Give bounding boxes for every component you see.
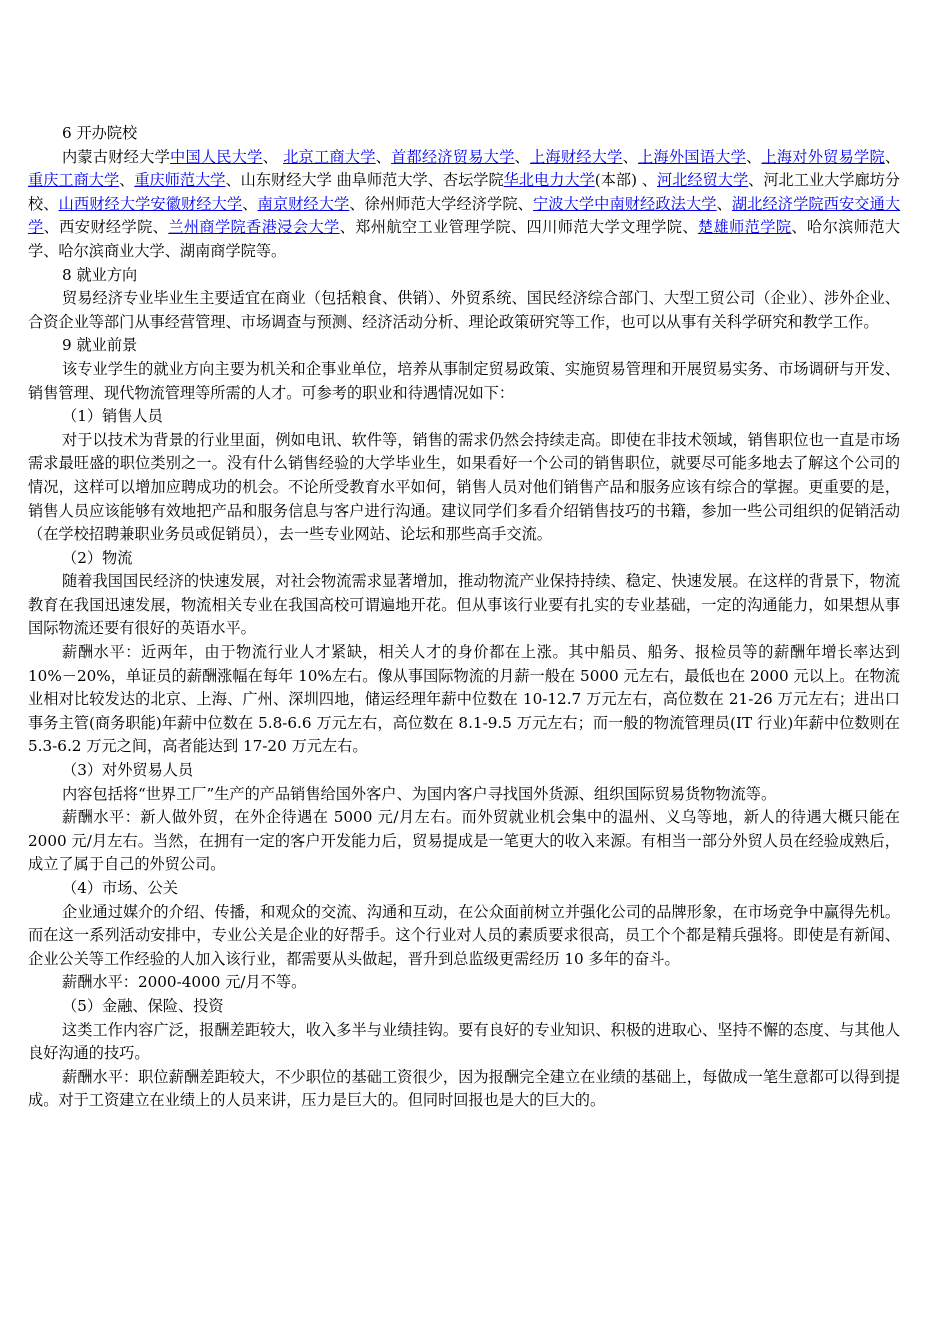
school-list-text: 、哈尔滨师范大学、哈尔滨商业大学、湖南商学院等。 (28, 218, 901, 260)
school-link[interactable]: 湖北经济学院西安交通大学 (28, 194, 901, 237)
item-3-paragraph-1: 内容包括将“世界工厂”生产的产品销售给国外客户、为国内客户寻找国外货源、组织国际贸易货物物流等。 (62, 784, 777, 803)
school-link[interactable]: 上海财经大学 (529, 147, 623, 166)
school-link[interactable]: 北京工商大学 (283, 147, 376, 166)
school-list-text: 、西安财经学院、 (43, 218, 169, 237)
item-4-paragraph-1: 企业通过媒介的介绍、传播，和观众的交流、沟通和互动，在公众面前树立并强化公司的品牌形象，在市场竞争中赢得先机。而在这一系列活动安排中，专业公关是企业的好帮手。这个行业对人员的素质要求很高，员工个个都是精兵强将。即使是有新闻、企业公关等工作经验的人加入该行业，都需要从头做起，晋升到总监级更需经历 10 多年的奋斗。 (28, 902, 900, 968)
school-list-text: 、 (622, 147, 638, 166)
school-link[interactable]: 山西财经大学安徽财经大学 (58, 194, 243, 213)
item-5-salary-paragraph: 薪酬水平：职位薪酬差距较大，不少职位的基础工资很少，因为报酬完全建立在业绩的基础上，每做成一笔生意都可以得到提成。对于工资建立在业绩上的人员来讲，压力是巨大的。但同时回报也是大的巨大的。 (28, 1067, 900, 1110)
school-list-text: 、郑州航空工业管理学院、四川师范大学文理学院、 (339, 218, 698, 237)
school-link[interactable]: 首都经济贸易大学 (391, 147, 515, 166)
item-4-salary-paragraph: 薪酬水平：2000-4000 元/月不等。 (62, 973, 307, 992)
school-list-text: 、 (375, 147, 392, 166)
school-link[interactable]: 华北电力大学 (503, 171, 595, 190)
school-link[interactable]: 中国人民大学 (170, 147, 263, 166)
item-1-title: （1）销售人员 (62, 407, 163, 426)
school-list-text: 、 (119, 171, 135, 190)
item-5-paragraph-1: 这类工作内容广泛，报酬差距较大，收入多半与业绩挂钩。要有良好的专业知识、积极的进取心、坚持不懈的态度、与其他人良好沟通的技巧。 (28, 1020, 900, 1063)
school-link[interactable]: 上海对外贸易学院 (761, 147, 885, 166)
item-5-title: （5）金融、保险、投资 (62, 996, 224, 1015)
section-8-heading: 8 就业方向 (62, 265, 138, 284)
item-3-salary-paragraph: 薪酬水平：新人做外贸，在外企待遇在 5000 元/月左右。而外贸就业机会集中的温州、义乌等地，新人的待遇大概只能在 2000 元/月左右。当然，在拥有一定的客户开发能力后，贸易提成是一笔更大的收入来源。有相当一部分外贸人员在经验成熟后，成立了属于自己的外贸公司。 (28, 808, 900, 874)
school-link[interactable]: 河北经贸大学 (657, 171, 749, 190)
school-link[interactable]: 重庆师范大学 (134, 171, 226, 190)
employment-prospect-intro: 该专业学生的就业方向主要为机关和企事业单位，培养从事制定贸易政策、实施贸易管理和开展贸易实务、市场调研与开发、销售管理、现代物流管理等所需的人才。可参考的职业和待遇情况如下： (28, 359, 900, 402)
section-9-heading: 9 就业前景 (62, 336, 138, 355)
item-4-title: （4）市场、公关 (62, 879, 178, 897)
school-list-text: 、 (884, 147, 901, 166)
school-link[interactable]: 楚雄师范学院 (697, 218, 792, 237)
school-link[interactable]: 南京财经大学 (257, 194, 350, 213)
document-page (28, 122, 900, 1113)
item-2-title: （2）物流 (62, 548, 133, 567)
item-3-title: （3）对外贸易人员 (62, 761, 194, 780)
school-list-text: 、 (514, 147, 530, 166)
item-2-salary-paragraph: 薪酬水平：近两年，由于物流行业人才紧缺，相关人才的身价都在上涨。其中船员、船务、报检员等的薪酬年增长率达到 10%－20%，单证员的薪酬涨幅在每年 10%左右。像从事国际物流的月薪一般在 5000 元左右，最低也在 2000 元以上。在物流业相对比较发达的北京、上海、广州、深圳四地，储运经理年薪中位数在 10-12.7 万元左右，高位数在 21-26 万元左右；进出口事务主管(商务职能)年薪中位数在 5.8-6.6 万元左右，高位数在 8.1-9.5 万元左右；而一般的物流管理员(IT 行业)年薪中位数则在 5.3-6.2 万元之间，高者能达到 17-20 万元左右。 (28, 643, 900, 756)
school-link[interactable]: 上海外国语大学 (638, 147, 747, 166)
school-list-text: 、河北工业大学廊坊分校、 (28, 171, 901, 213)
school-list-text: 、山东财经大学 曲阜师范大学、杏坛学院 (225, 171, 504, 190)
school-link[interactable]: 宁波大学中南财经政法大学 (532, 194, 717, 213)
school-list-text: (本部) 、 (594, 171, 658, 190)
item-1-paragraph-1: 对于以技术为背景的行业里面，例如电讯、软件等，销售的需求仍然会持续走高。即使在非技术领域，销售职位也一直是市场需求最旺盛的职位类别之一。没有什么销售经验的大学毕业生，如果看好一个公司的销售职位，就要尽可能多地去了解这个公司的情况，这样可以增加应聘成功的机会。不论所受教育水平如何，销售人员对他们销售产品和服务应该有综合的掌握。更重要的是，销售人员应该能够有效地把产品和服务信息与客户进行沟通。建议同学们多看介绍销售技巧的书籍，参加一些公司组织的促销活动（在学校招聘兼职业务员或促销员），去一些专业网站、论坛和那些高手交流。 (28, 430, 900, 544)
school-list-text: 、 (262, 147, 284, 166)
school-list-text: 、 (242, 194, 258, 213)
school-list-text: 、 (746, 147, 762, 166)
school-list-text: 内蒙古财经大学 (62, 147, 171, 166)
school-list-text: 、徐州师范大学经济学院、 (349, 194, 533, 213)
section-6-heading: 6 开办院校 (62, 124, 138, 142)
school-list-paragraph (28, 146, 900, 264)
school-link[interactable]: 重庆工商大学 (28, 171, 120, 190)
employment-direction-paragraph: 贸易经济专业毕业生主要适宜在商业（包括粮食、供销）、外贸系统、国民经济综合部门、大型工贸公司（企业）、涉外企业、合资企业等部门从事经营管理、市场调查与预测、经济活动分析、理论政策研究等工作，也可以从事有关科学研究和教学工作。 (28, 289, 900, 331)
school-list-text: 、 (716, 194, 732, 213)
school-link[interactable]: 兰州商学院香港浸会大学 (168, 218, 340, 237)
item-2-paragraph-1: 随着我国国民经济的快速发展，对社会物流需求显著增加，推动物流产业保持持续、稳定、快速发展。在这样的背景下，物流教育在我国迅速发展，物流相关专业在我国高校可谓遍地开花。但从事该行业要有扎实的专业基础，一定的沟通能力，如果想从事国际物流还要有很好的英语水平。 (28, 572, 900, 638)
